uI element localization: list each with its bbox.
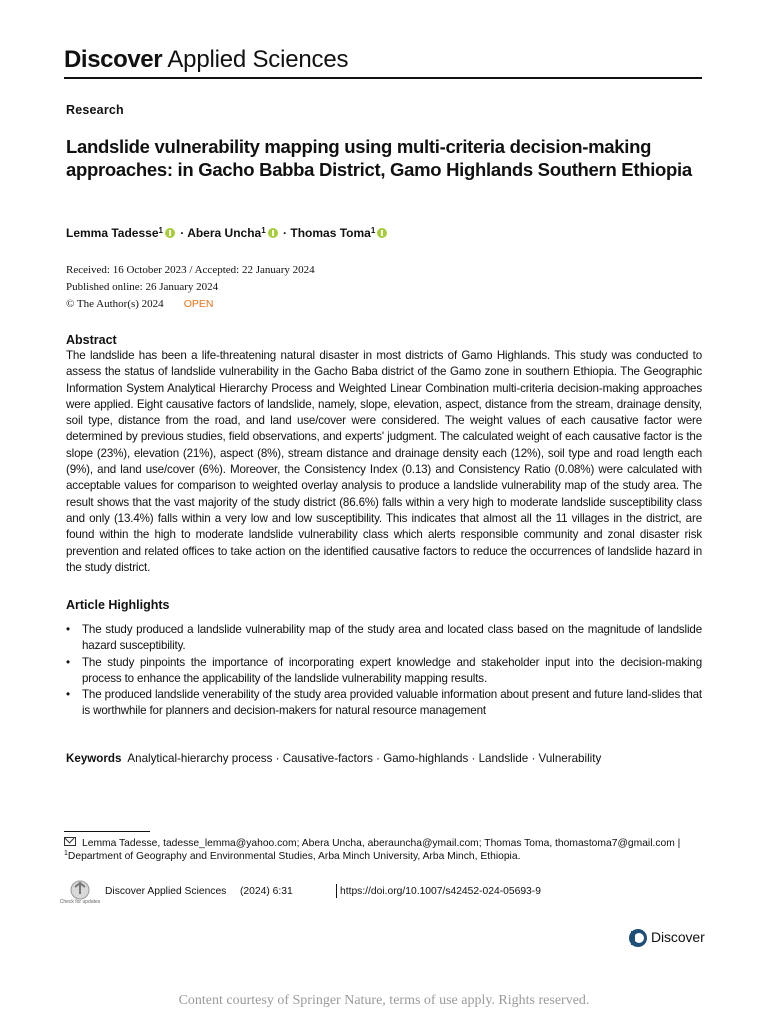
published-date: Published online: 26 January 2024 <box>66 281 219 293</box>
author-1[interactable]: Lemma Tadesse$^1$ <box>66 226 163 240</box>
author-list: Lemma Tadesse$^1$ · Abera Uncha$^1$ · Thomas Toma$^1$ <box>66 226 389 240</box>
doi-link[interactable]: https://doi.org/10.1007/s42452-024-05693-9 <box>340 886 541 897</box>
article-title: Landslide vulnerability mapping using multi-criteria decision-making approaches: in Gacho Babba District, Gamo Highlands Southern Ethiopia <box>66 136 692 180</box>
highlight-item: • The study pinpoints the importance of incorporating expert knowledge and stakeholder input into the decision-making process to enhance the applicability of the landslide vulnerability mapping results. <box>66 655 702 688</box>
abstract-text: The landslide has been a life-threatening natural disaster in most districts of Gamo Highlands. This study was conducted to assess the status of landslide vulnerability in the Gacho Baba district of the Gamo zone in southern Ethiopia. The Geographic Information System Analytical Hierarchy Process and Weighted Linear Combination multi-criteria decision-making approaches were applied. Eight causative factors of landslide, namely, slope, elevation, aspect, distance from the stream, drainage density, soil type, distance from the road, and land use/cover were considered. The weight values of each causative factor were determined by previous studies, field observations, and experts' judgment. The calculated weight of each causative factor is the slope (23%), elevation (21%), aspect (8%), stream distance and drainage density each (12%), soil type and road length each (9%), and land use/cover (6%). Moreover, the Consistency Index (0.13) and Consistency Ratio (0.08%) were calculated with acceptable values for comparison to weighted overlay analysis to produce a landslide vulnerability map of the study area. The result shows that the vast majority of the study district (86.6%) falls within a very high to moderate landslide susceptibility class and only (13.4%) falls within a very low and low susceptibility. This indicates that almost all the 11 villages in the district, are found within the high to moderate landslide vulnerability class which alerts responsible community and zonal disaster risk prevention and related offices to take action on the identified causative factors to reduce the occurrences of landslide hazard in the study district. <box>66 349 702 574</box>
abstract-heading: Abstract <box>66 333 117 347</box>
article-type: Research <box>66 103 124 117</box>
highlights-list <box>66 622 702 720</box>
orcid-icon[interactable] <box>377 228 387 238</box>
publication-dates <box>66 262 315 313</box>
discover-logo-text: Discover <box>651 929 705 945</box>
highlight-item: • The produced landslide venerability of the study area provided valuable information about present and future land-slides that is worthwhile for planners and decision-makers for natural resource management <box>66 687 702 720</box>
footer-journal: Discover Applied Sciences <box>105 886 227 897</box>
author-3[interactable]: Thomas Toma$^1$ <box>290 226 376 240</box>
courtesy-watermark: Content courtesy of Springer Nature, terms of use apply. Rights reserved. <box>178 993 590 1008</box>
header-rule <box>64 77 702 79</box>
keywords-text: Analytical-hierarchy process · Causative-factors · Gamo-highlands · Landslide · Vulnerability <box>127 752 602 765</box>
received-date: Received: 16 October 2023 / Accepted: 22 January 2024 <box>66 264 315 276</box>
journal-title <box>64 44 348 76</box>
highlights-heading: Article Highlights <box>66 598 170 612</box>
footnote-emails <box>64 837 680 849</box>
copyright-line: © The Author(s) 2024 OPEN <box>66 298 214 310</box>
check-for-updates-icon[interactable] <box>59 879 101 909</box>
discover-logo-icon <box>628 928 648 948</box>
journal-name: Applied Sciences <box>167 46 349 73</box>
highlight-item: • The study produced a landslide vulnerability map of the study area and located class based on the magnitude of landslide hazard susceptibility. <box>66 622 702 655</box>
journal-brand: Discover <box>64 46 163 73</box>
footnote-rule <box>64 831 150 832</box>
author-emails[interactable]: Lemma Tadesse, tadesse_lemma@yahoo.com; Abera Uncha, aberauncha@ymail.com; Thomas Toma, thomastoma7@gmail.com | <box>82 838 681 849</box>
svg-text:Check for updates: Check for updates <box>59 899 101 905</box>
orcid-icon[interactable] <box>165 228 175 238</box>
footer-volume: (2024) 6:31 <box>240 886 293 897</box>
keywords <box>66 752 601 765</box>
author-2[interactable]: Abera Uncha$^1$ <box>187 226 266 240</box>
footnote-affiliation: $^1$Department of Geography and Environmental Studies, Arba Minch University, Arba Minch, Ethiopia. <box>64 850 521 862</box>
envelope-icon <box>64 837 76 846</box>
orcid-icon[interactable] <box>268 228 278 238</box>
keywords-heading: Keywords <box>66 752 122 765</box>
open-access-badge: OPEN <box>183 298 214 310</box>
